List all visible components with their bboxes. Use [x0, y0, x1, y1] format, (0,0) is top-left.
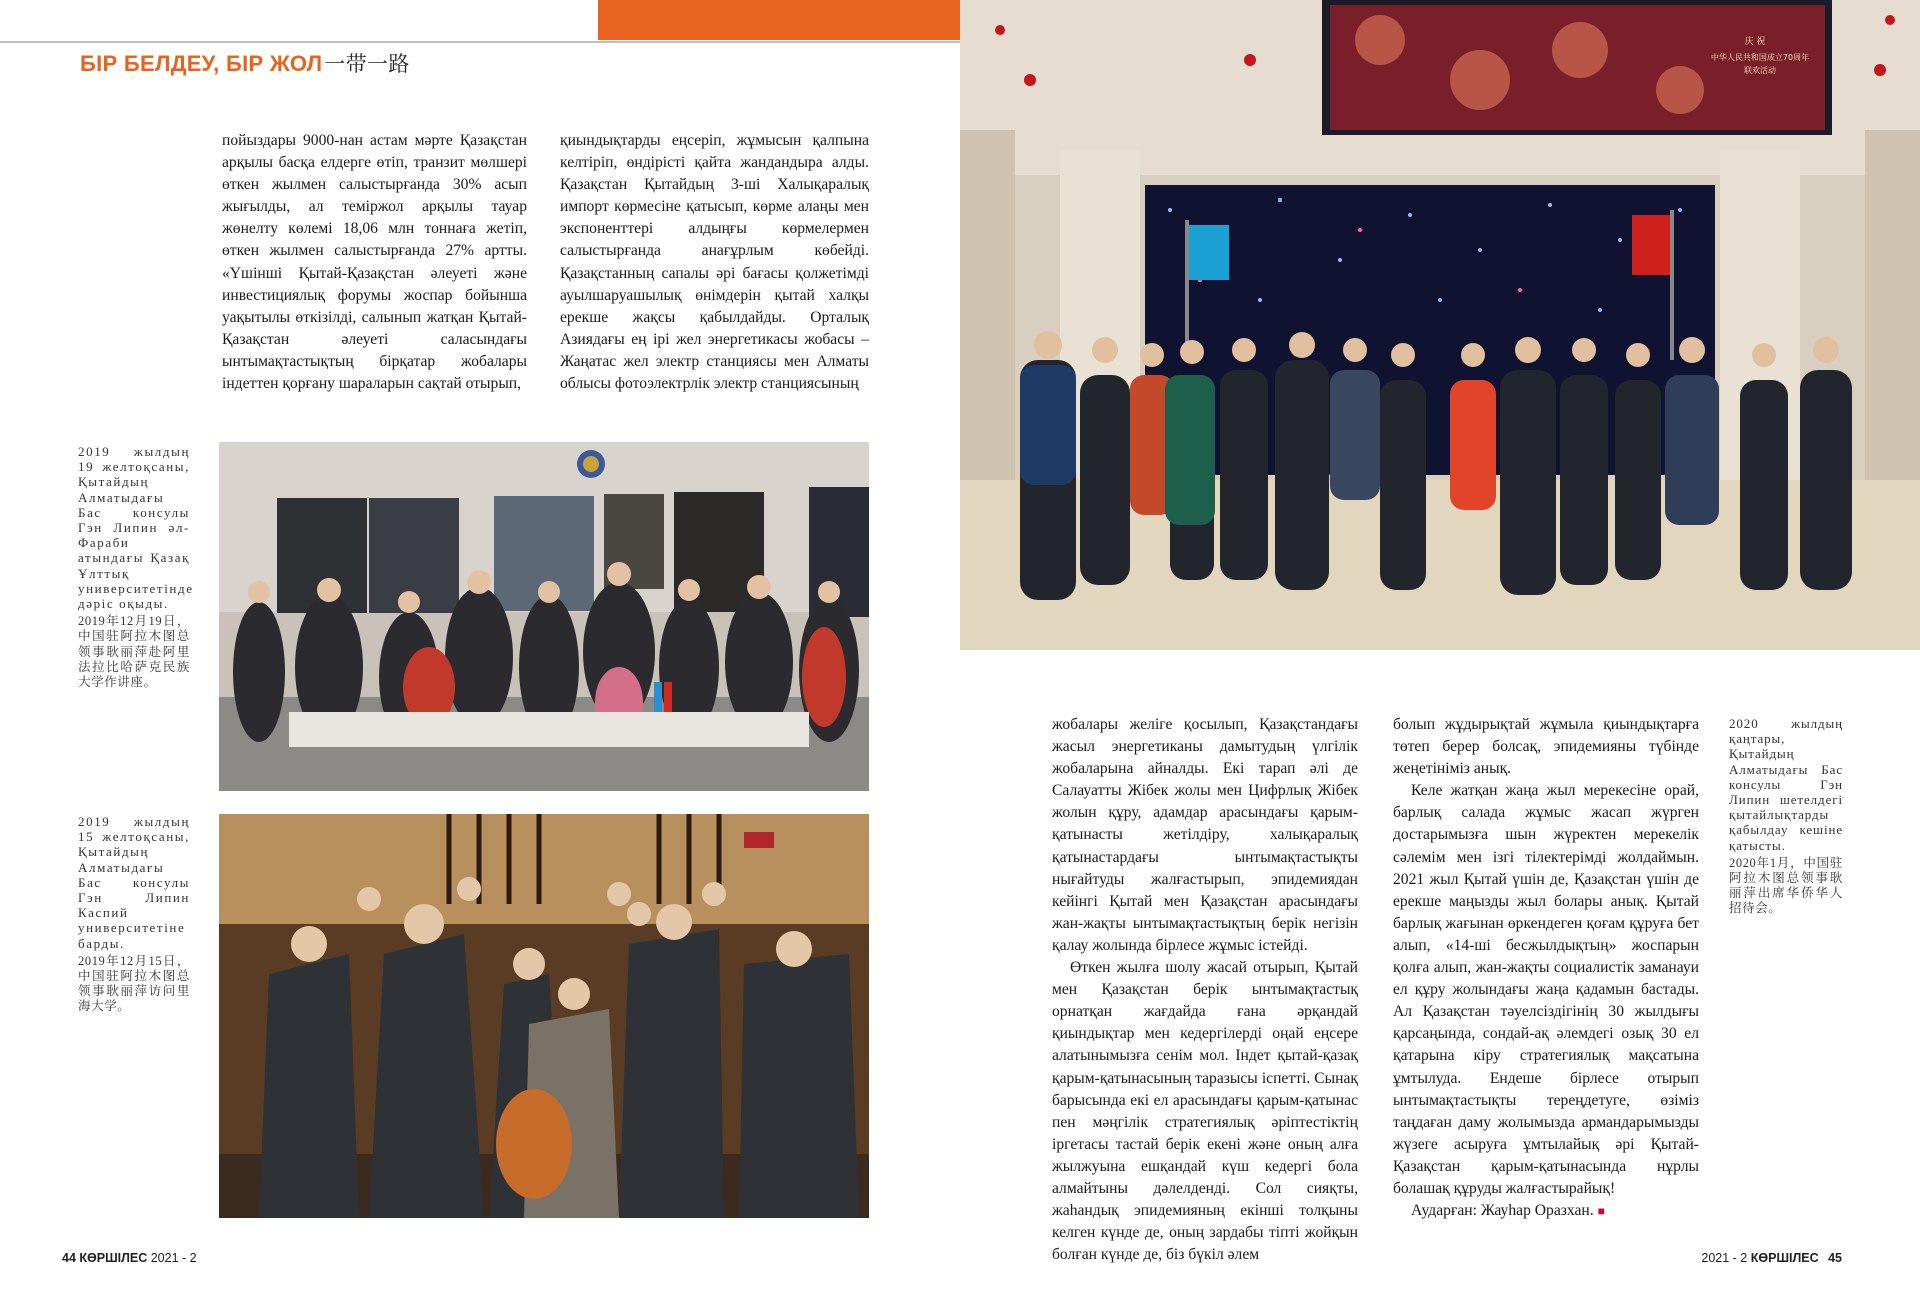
caption-2-cn: 2019年12月15日，中国驻阿拉木图总领事耿丽萍访问里海大学。	[78, 953, 190, 1014]
caption-3-kz: 2020 жылдың қаңтары, Қытайдың Алматыдағы Бас консулы Гэн Липин шетелдегі қытайлықтарды қабылдау кешіне қатысты.	[1729, 716, 1843, 853]
photo-caption-1	[78, 444, 194, 690]
photo-caption-3	[1729, 716, 1843, 917]
screen-text-1: 庆 祝	[1744, 37, 1766, 47]
right-col2-p2: Келе жатқан жаңа жыл мерекесіне орай, барлық салада жұмыс жасап жүрген достарымызға шын жүректен мерекелік сәлемім мен ізгі тілектерімді жолдаймын. 2021 жыл Қытай үшін де, Қазақстан үшін де ерекше маңызды жыл болары анық. Қытай барлық жағынан өркендеген қоғам құруға бет алып, «14-ші бесжылдықтың» жоспарын қолға алып, жан-жақты социалистік заманауи ел құру жолындағы жаңа қадамын бастады. Ал Қазақстан тәуелсіздігінің 30 жылдығы қарсаңында, сондай-ақ әлемдегі озық 30 ел қатарына кіру стратегиялық мақсатына ұмтылуда. Ендеше бірлесе отырып ынтымақтастықты тереңдетуге, өзіміз таңдаған даму жолымызда армандарымызды жүзеге асыруға ұмтылайық әрі Қытай-Қазақстан қарым-қатынасында нұрлы болашақ құруды жалғастырайық!	[1393, 782, 1699, 1197]
right-col1-p2: Өткен жылға шолу жасай отырып, Қытай мен Қазақстан берік ынтымақтастық орнатқан жағдайда ғана әрқандай қиындықтар мен кедергілерді оңай еңсере алатынымызға сенім мол. Індет қытай-қазақ қарым-қатынасының таразысы іспетті. Сынақ барысында екі ел арасындағы қарым-қатынас пен мәңгілік стратегиялық әріптестіктің іргетасы тастай берік екені және оның алға жылжуына ешқандай күш кедергі бола алмайтыны дәлелденді. Сол сияқты, жаһандық эпидемияның екінші толқыны келген күнде де, оның зардабы тіпті жойқын болған күнде де, біз бүкіл әлем	[1052, 959, 1358, 1264]
caption-3-cn: 2020年1月，中国驻阿拉木图总领事耿丽萍出席华侨华人招待会。	[1729, 855, 1843, 916]
translator-line	[1393, 1200, 1699, 1222]
photo-new-year-reception	[960, 0, 1920, 650]
end-mark: ■	[1597, 1204, 1605, 1219]
translator-text: Аударған: Жауһар Оразхан.	[1411, 1202, 1594, 1220]
section-title-cn: 一带一路	[324, 53, 410, 76]
footer-right	[1701, 1251, 1842, 1265]
footer-right-page-number: 45	[1828, 1251, 1842, 1265]
photo-lecture-group-image	[219, 442, 869, 791]
right-col1-p1: жобалары желіге қосылып, Қазақстандағы жасыл энергетиканы дамытудың үлгілік жобаларына айналды. Екі тарап әлі де Салауатты Жібек жолы мен Цифрлық Жібек жолын құру, адамдар арасындағы қарым-қатынасты жетілдіру, халықаралық қатынастардағы ынтымақтастықты нығайтуды жалғастырып, эпидемиядан кейінгі Қытай мен Қазақстан арасындағы жан-жақты ынтымақтастықтың берік негізін қалау жолында бірлесе жұмыс істейді.	[1052, 716, 1358, 954]
caption-2-kz: 2019 жылдың 15 желтоқсаны, Қытайдың Алматыдағы Бас консулы Гэн Липин Каспий университетіне барды.	[78, 814, 190, 951]
photo-caspian-university	[219, 814, 869, 1218]
screen-text-2: 中华人民共和国成立70周年	[1710, 53, 1810, 62]
right-column-2	[1393, 714, 1699, 1222]
footer-left	[62, 1251, 197, 1265]
footer-left-page-number: 44	[62, 1251, 76, 1265]
photo-new-year-reception-image	[960, 0, 1920, 650]
left-col2-text: қиындықтарды еңсеріп, жұмысын қалпына келтіріп, өндірісті қайта жандандыра алды. Қазақстан Қытайдың 3-ші Халықаралық импорт көрмесіне қатысып, көрме алаңы мен экспоненттері алдыңғы көрмелермен салыстырғанда анағұрлым көбейді. Қазақстанның сапалы әрі бағасы қолжетімді ауылшаруашылық өнімдерін қытай халқы ерекше жақсы қабылдайды. Орталық Азиядағы ең ірі жел энергетикасы жобасы – Жаңатас жел электр станциясы мен Алматы облысы фотоэлектрлік электр станциясының	[560, 132, 869, 393]
screen-text-3: 联欢活动	[1744, 66, 1776, 75]
footer-right-magazine: КӨРШІЛЕС	[1750, 1251, 1819, 1265]
header-rule	[0, 41, 960, 43]
footer-right-issue: 2021 - 2	[1701, 1251, 1748, 1265]
left-col1-text: пойыздары 9000-нан астам мәрте Қазақстан арқылы басқа елдерге өтіп, транзит мөлшері өткен жылмен салыстырғанда 30% асып жығылды, ал теміржол арқылы тауар жөнелту көлемі 18,06 млн тоннаға жетіп, өткен жылмен салыстырғанда 27% артты. «Үшінші Қытай-Қазақстан әлеуеті және инвестициялық форумы жоспар бойынша уақытылы өткізілді, салынып жатқан Қытай-Қазақстан әлеуеті саласындағы ынтымақтастықтың бірқатар жобалары індеттен қорғану шараларын сақтай отырып,	[222, 132, 527, 393]
footer-left-magazine: КӨРШІЛЕС	[79, 1251, 148, 1265]
caption-1-cn: 2019年12月19日，中国驻阿拉木图总领事耿丽萍赴阿里法拉比哈萨克民族大学作讲座。	[78, 614, 190, 690]
photo-lecture-group	[219, 442, 869, 791]
right-col2-p1: болып жұдырықтай жұмыла қиындықтарға төтеп берер болсақ, эпидемияны түбінде жеңетініміз анық.	[1393, 716, 1699, 778]
photo-caption-2	[78, 814, 190, 1015]
section-title	[80, 48, 410, 78]
photo-caspian-university-image	[219, 814, 869, 1218]
right-column-1	[1052, 714, 1358, 1266]
left-column-1	[222, 130, 527, 395]
footer-left-issue: 2021 - 2	[150, 1251, 197, 1265]
caption-1-kz: 2019 жылдың 19 желтоқсаны, Қытайдың Алматыдағы Бас консулы Гэн Липин әл-Фараби атындағы Қазақ Ұлттық университетінде дәріс оқыды.	[78, 444, 194, 612]
header-orange-bar	[598, 0, 960, 40]
left-column-2	[560, 130, 869, 395]
section-title-kz: БІР БЕЛДЕУ, БІР ЖОЛ	[80, 51, 323, 76]
